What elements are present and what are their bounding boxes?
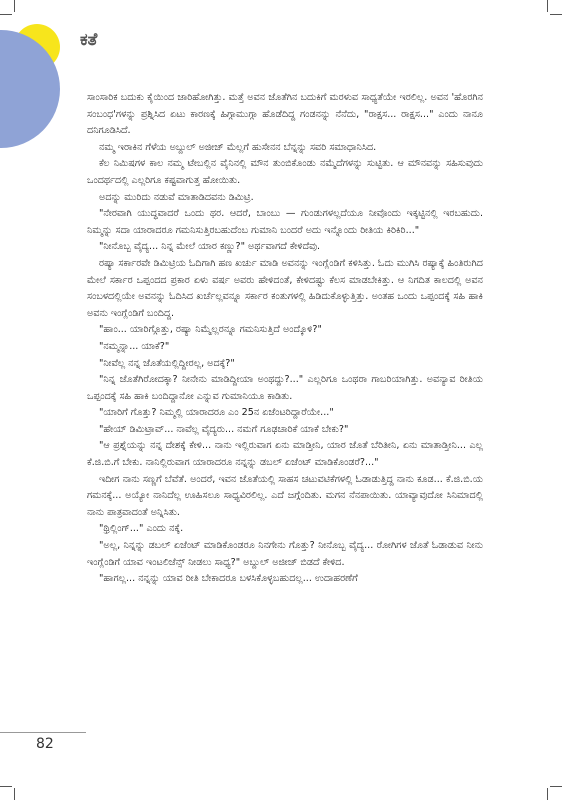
paragraph: "ನೀನೊಬ್ಬ ವೈದ್ಯ... ನಿನ್ನ ಮೇಲೆ ಯಾರ ಕಣ್ಣು?" ಅರ್ಥವಾಗದೆ ಕೇಳಿದೆವು. (99, 241, 321, 253)
paragraph: "ನೀವೆಲ್ಲ ನನ್ನ ಜೊತೆಯಲ್ಲಿದ್ದೀರಲ್ಲ, ಅದಕ್ಕೆ?" (99, 357, 235, 369)
paragraph: ಸಾಂಸಾರಿಕ ಬದುಕು ಕೈಯಿಂದ ಜಾರಿಹೋಗಿತ್ತು. ಮತ್ತೆ ಅವನ ಜೊತೆಗಿನ ಬದುಕಿಗೆ ಮರಳುವ ಸಾಧ್ಯತೆಯೇ ಇರಲಿಲ್ಲ. ಅವನ 'ಹೊರಗಿನ ಸಂಬಂಧ'ಗಳನ್ನು ಪ್ರಶ್ನಿಸಿದ ಏಟು ಕಾರಣಕ್ಕೆ ಹಿಗ್ಗಾಮುಗ್ಗಾ ಹೊಡೆದಿದ್ದ ಗಂಡನನ್ನು ನೆನೆದು, "ರಾಕ್ಷಸ... ರಾಕ್ಷಸ..." ಎಂದು ನಾನೂ ದನಿಗೂಡಿಸಿದೆ. (87, 92, 483, 137)
paragraph: "ಥ್ರಿಲ್ಲಿಂಗ್..." ಎಂದು ನಕ್ಕೆ. (99, 523, 184, 535)
crop-mark-bottom-left (14, 788, 15, 800)
crop-mark-right-bottom (550, 786, 562, 787)
paragraph: ಇದೀಗ ನಾನು ಸಣ್ಣಗೆ ಬೆವೆತೆ. ಅಂದರೆ, ಇವನ ಜೊತೆಯಲ್ಲಿ ಸಾಹಸ ಚಟುವಟಿಕೆಗಳಲ್ಲಿ ಓಡಾಡುತ್ತಿದ್ದ ನಾನು ಕೂಡ... ಕೆ.ಜಿ.ಬಿ.ಯ ಗಮನಕ್ಕೆ... ಅಯ್ಯೋ ನಾನಿದೆಲ್ಲ ಊಹಿಸಲೂ ಸಾಧ್ಯವಿರಲಿಲ್ಲ. ಎದೆ ಜಗ್ಗೆಂದಿತು. ಮಗನ ನೆನಪಾಯಿತು. ಯಾವ್ಯಾವುದೋ ಸಿನಿಮಾದಲ್ಲಿ ನಾನು ಪಾತ್ರವಾದಂತೆ ಅನ್ನಿಸಿತು. (87, 473, 483, 518)
footer-rule (0, 732, 86, 733)
body-text (87, 90, 483, 588)
crop-mark-right-top (550, 14, 562, 15)
paragraph: "ಯಾರಿಗೆ ಗೊತ್ತು? ನಿಮ್ಮಲ್ಲಿ ಯಾರಾದರೂ ಎಂ 25ನ ಏಜೆಂಟರಿದ್ದಾರೆಯೇ..." (99, 407, 334, 419)
paragraph: "ಅಲ್ಲ, ನಿನ್ನನ್ನು ಡಬಲ್ ಏಜೆಂಟ್ ಮಾಡಿಕೊಂಡರೂ ನಿನಗೇನು ಗೊತ್ತು? ನೀನೊಬ್ಬ ವೈದ್ಯ... ರೋಗಿಗಳ ಜೊತೆ ಓಡಾಡುವ ನೀನು ಇಂಗ್ಲೆಂಡಿಗೆ ಯಾವ ಇಂಟಲಿಜೆನ್ಸ್ ನೀಡಲು ಸಾಧ್ಯ?" ಅಬ್ದುಲ್ ಅಜೀಜ್ ಬಿಡದೆ ಕೇಳಿದ. (87, 540, 483, 568)
paragraph: "ಹೇಯ್ ಡಿಮಿಟ್ರಾವ್... ನಾವೆಲ್ಲ ವೈದ್ಯರು... ನಮಗೆ ಗೂಢಚಾರಿಕೆ ಯಾಕೆ ಬೇಕು?" (99, 423, 349, 435)
paragraph: ಕೆಲ ನಿಮಿಷಗಳ ಕಾಲ ನಮ್ಮ ಟೇಬಲ್ಲಿನ ವೈನಿನಲ್ಲಿ ಮೌನ ತುಂಬಿಕೊಂಡು ನಮ್ಮೆದೆಗಳನ್ನು ಸುಟ್ಟಿತು. ಆ ಮೌನವನ್ನು ಸಹಿಸುವುದು ಒಂದರ್ಥದಲ್ಲಿ ಎಲ್ಲರಿಗೂ ಕಷ್ಟವಾಗುತ್ತ ಹೋಯಿತು. (87, 158, 483, 186)
crop-mark-top-right (547, 0, 548, 12)
paragraph: "ನಮ್ಮನ್ನಾ... ಯಾಕೆ?" (99, 340, 170, 352)
crop-mark-top-left (14, 0, 15, 12)
paragraph: ನಮ್ಮ ಇರಾಕಿನ ಗೆಳೆಯ ಅಬ್ದುಲ್ ಅಜೀಜ್ ಮೆಲ್ಲಗೆ ಹುಸೇನನ ಬೆನ್ನನ್ನು ಸವರಿ ಸಮಾಧಾನಿಸಿದ. (99, 141, 377, 153)
page-number: 82 (36, 736, 54, 752)
crop-mark-bottom-right (547, 788, 548, 800)
paragraph: "ಹಾಗಲ್ಲ... ನನ್ನನ್ನು ಯಾವ ರೀತಿ ಬೇಕಾದರೂ ಬಳಸಿಕೊಳ್ಳಬಹುದಲ್ಲ... ಉದಾಹರಣೆಗೆ (99, 573, 358, 585)
paragraph: ಅದನ್ನು ಮುರಿದು ನಡುವೆ ಮಾತಾಡಿದವನು ಡಿಮಿಟ್ರಿ. (99, 191, 254, 203)
crop-mark-left-top (0, 14, 12, 15)
paragraph: "ನೇರವಾಗಿ ಯುದ್ಧವಾದರೆ ಒಂದು ಥರ. ಆದರೆ, ಬಾಂಬು — ಗುಂಡುಗಳಲ್ಲದೆಯೂ ನೀವೊಂದು ಇಕ್ಕಟ್ಟಿನಲ್ಲಿ ಇರಬಹುದು. ನಿಮ್ಮನ್ನು ಸದಾ ಯಾರಾದರೂ ಗಮನಿಸುತ್ತಿರಬಹುದೆಂಬ ಗುಮಾನಿ ಬಂದರೆ ಅದು ಇನ್ನೊಂದು ರೀತಿಯ ಕಿರಿಕಿರಿ..." (87, 208, 483, 236)
section-title: ಕತೆ (80, 30, 98, 50)
paragraph: ರಷ್ಯಾ ಸರ್ಕಾರವೇ ಡಿಮಿಟ್ರಿಯ ಓದಿಗಾಗಿ ಹಣ ಖರ್ಚು ಮಾಡಿ ಅವನನ್ನು ಇಂಗ್ಲೆಂಡಿಗೆ ಕಳಿಸಿತ್ತು. ಓದು ಮುಗಿಸಿ ರಷ್ಯಾಕ್ಕೆ ಹಿಂತಿರುಗಿದ ಮೇಲೆ ಸರ್ಕಾರ ಒಪ್ಪಂದದ ಪ್ರಕಾರ ಏಳು ವರ್ಷ ಅವರು ಹೇಳಿದಂತೆ, ಕೇಳಿದಷ್ಟು ಕೆಲಸ ಮಾಡಬೇಕಿತ್ತು. ಆ ನಿಗದಿತ ಕಾಲದಲ್ಲಿ ಅವನ ಸಂಬಳದಲ್ಲಿಯೇ ಅವನನ್ನು ಓದಿಸಿದ ಖರ್ಚೆಲ್ಲವನ್ನೂ ಸರ್ಕಾರ ಕಂತುಗಳಲ್ಲಿ ಹಿಡಿದುಕೊಳ್ಳುತ್ತಿತ್ತು. ಅಂತಹ ಒಂದು ಒಪ್ಪಂದಕ್ಕೆ ಸಹಿ ಹಾಕಿ ಅವನು ಇಂಗ್ಲೆಂಡಿಗೆ ಬಂದಿದ್ದ. (87, 257, 483, 319)
paragraph: "ಹಾಂ... ಯಾರಿಗ್ಗೊತ್ತು, ರಷ್ಯಾ ನಿಮ್ಮೆಲ್ಲರನ್ನೂ ಗಮನಿಸುತ್ತಿದೆ ಅಂದ್ಕೊಳಿ?" (99, 324, 322, 336)
crop-mark-left-bottom (0, 786, 12, 787)
paragraph: "ನಿನ್ನ ಜೊತೆಗಿರೋದಕ್ಕಾ? ನೀನೇನು ಮಾಡಿದ್ದೀಯಾ ಅಂಥದ್ದು?..." ಎಲ್ಲರಿಗೂ ಒಂಥರಾ ಗಾಬರಿಯಾಗಿತ್ತು. ಅವನ್ಯಾವ ರೀತಿಯ ಒಪ್ಪಂದಕ್ಕೆ ಸಹಿ ಹಾಕಿ ಬಂದಿದ್ದಾನೋ ಎನ್ನುವ ಗುಮಾನಿಯೂ ಕಾಡಿತು. (87, 374, 483, 402)
paragraph: "ಆ ಪ್ರಶ್ನೆಯನ್ನು ನನ್ನ ದೇಶಕ್ಕೆ ಕೇಳಿ... ನಾನು ಇಲ್ಲಿರುವಾಗ ಏನು ಮಾಡ್ತೀನಿ, ಯಾರ ಜೊತೆ ಬೆರಿತೀನಿ, ಏನು ಮಾತಾಡ್ತೀನಿ... ಎಲ್ಲ ಕೆ.ಜಿ.ಬಿ.ಗೆ ಬೇಕು. ನಾನಿಲ್ಲಿರುವಾಗ ಯಾರಾದರೂ ನನ್ನನ್ನು ಡಬಲ್ ಏಜೆಂಟ್ ಮಾಡಿಕೊಂಡರೆ?..." (87, 440, 483, 469)
